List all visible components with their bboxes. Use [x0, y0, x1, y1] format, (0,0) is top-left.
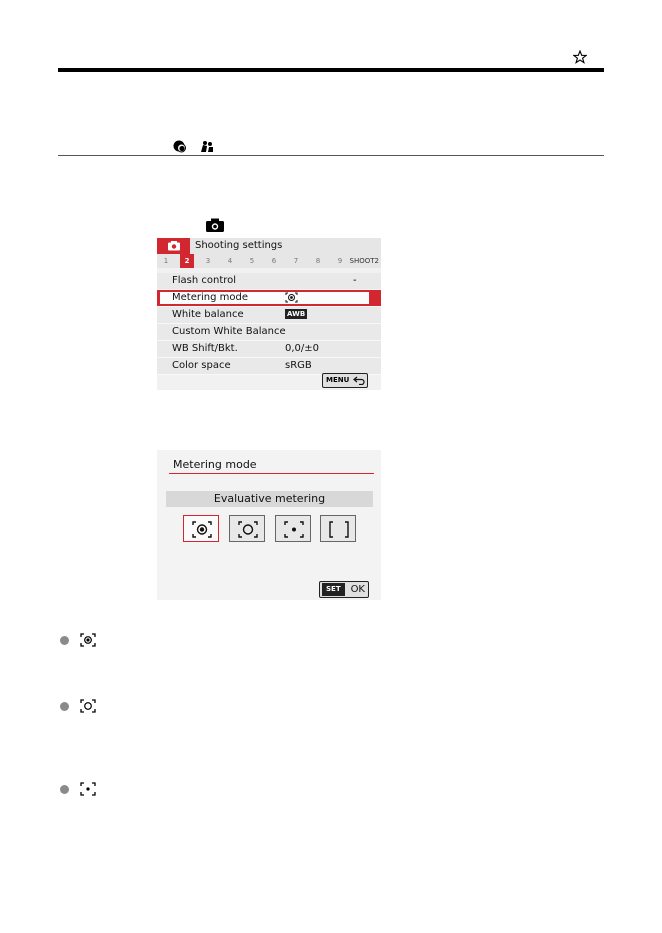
return-icon — [353, 376, 365, 385]
menu-item-value: 0,0/±0 — [285, 343, 320, 354]
scene-icon — [201, 141, 213, 152]
shooting-menu-screen — [157, 238, 381, 390]
set-ok-button[interactable] — [319, 581, 369, 598]
section-rule — [58, 155, 604, 156]
menu-title-bar — [157, 238, 381, 254]
option-spot-metering[interactable] — [275, 515, 311, 542]
menu-item-metering-mode[interactable] — [157, 290, 381, 307]
tab-1[interactable]: 1 — [163, 257, 169, 265]
option-center-weighted-metering[interactable] — [320, 515, 356, 542]
menu-item-value: sRGB — [285, 360, 312, 371]
tab-7[interactable]: 7 — [293, 257, 299, 265]
bullet-dot — [60, 702, 69, 711]
partial-metering-icon — [230, 516, 266, 543]
mode-icons — [172, 138, 224, 154]
menu-item-value — [285, 291, 298, 305]
option-partial-metering[interactable] — [229, 515, 265, 542]
tab-8[interactable]: 8 — [315, 257, 321, 265]
menu-item-label: Metering mode — [172, 292, 248, 303]
menu-item-wb-shift[interactable] — [157, 341, 381, 358]
menu-item-value — [285, 308, 307, 322]
menu-item-flash-control[interactable] — [157, 273, 381, 290]
spot-metering-icon — [276, 516, 312, 543]
spot-metering-icon — [80, 782, 96, 796]
option-evaluative-metering[interactable] — [183, 515, 219, 542]
evaluative-metering-icon — [80, 633, 96, 647]
menu-tab-bar — [157, 254, 381, 268]
menu-item-label: WB Shift/Bkt. — [172, 343, 238, 354]
menu-list — [157, 273, 381, 375]
tab-9[interactable]: 9 — [337, 257, 343, 265]
evaluative-metering-icon — [285, 292, 298, 303]
menu-back-button[interactable] — [322, 373, 368, 388]
set-label: SET — [322, 583, 345, 596]
menu-title: Shooting settings — [195, 240, 283, 251]
partial-metering-icon — [80, 699, 96, 713]
star-icon — [573, 50, 587, 64]
shooting-tab[interactable] — [157, 238, 190, 254]
menu-item-custom-white-balance[interactable] — [157, 324, 381, 341]
ok-label: OK — [350, 584, 365, 595]
menu-item-label: Flash control — [172, 275, 237, 286]
center-weighted-metering-icon — [321, 516, 357, 543]
camera-icon — [205, 218, 225, 232]
metering-mode-screen — [157, 450, 381, 600]
header-rule — [58, 68, 604, 72]
bullet-dot — [60, 785, 69, 794]
tab-6[interactable]: 6 — [271, 257, 277, 265]
menu-item-label: White balance — [172, 309, 244, 320]
menu-item-value: - — [353, 275, 357, 286]
menu-item-label: Color space — [172, 360, 231, 371]
menu-item-label: Custom White Balance — [172, 326, 286, 337]
creative-zone-icon — [174, 141, 186, 153]
evaluative-metering-icon — [184, 516, 220, 543]
tab-4[interactable]: 4 — [227, 257, 233, 265]
tab-3[interactable]: 3 — [205, 257, 211, 265]
selected-mode-label: Evaluative metering — [166, 491, 373, 507]
screen-title: Metering mode — [173, 458, 257, 471]
menu-button-label: MENU — [326, 376, 350, 384]
awb-badge: AWB — [287, 310, 306, 318]
menu-item-white-balance[interactable] — [157, 307, 381, 324]
tab-group-label: SHOOT2 — [349, 257, 379, 265]
title-underline — [169, 473, 374, 474]
tab-2[interactable]: 2 — [180, 254, 194, 268]
tab-5[interactable]: 5 — [249, 257, 255, 265]
bullet-dot — [60, 636, 69, 645]
